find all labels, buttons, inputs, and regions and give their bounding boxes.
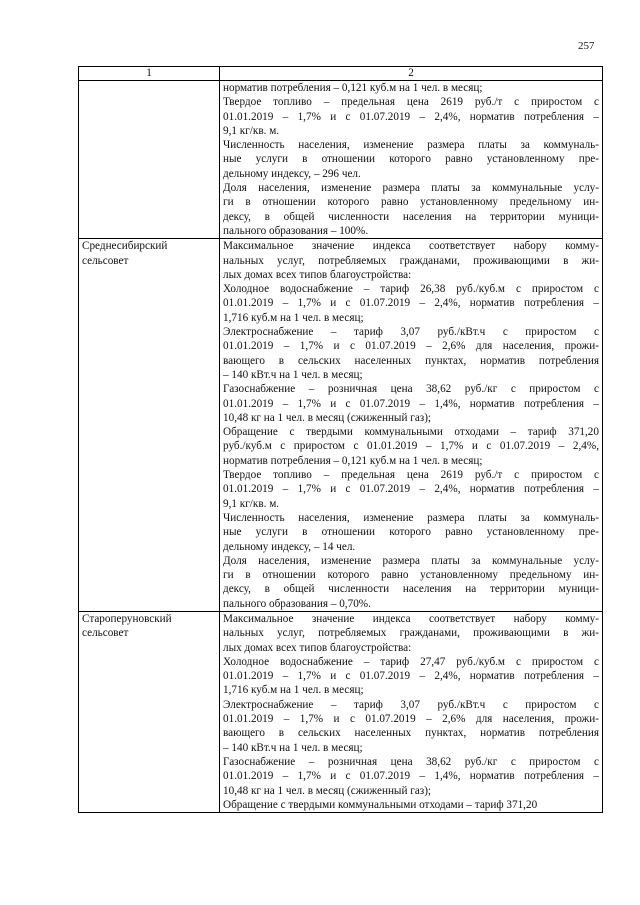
text-line: вающего в сельских населенных пунктах, норматив потребления xyxy=(223,354,599,367)
text-line: нальных услуг, потребляемых гражданами, проживающими в жи- xyxy=(223,254,599,267)
text-line: нальных услуг, потребляемых гражданами, проживающими в жи- xyxy=(223,627,599,640)
description-paragraph xyxy=(223,181,599,238)
page-number: 257 xyxy=(578,40,595,52)
text-line: пального образования – 0,70%. xyxy=(223,597,371,610)
text-line: Максимальное значение индекса соответствует набору комму- xyxy=(223,240,599,253)
municipality-name-line: сельсовет xyxy=(82,627,129,640)
text-line: 01.01.2019 – 1,7% и с 01.07.2019 – 1,4%, норматив потребления – xyxy=(223,397,599,410)
text-line: 01.01.2019 – 1,7% и с 01.07.2019 – 2,6% для населения, прожи- xyxy=(223,340,599,353)
municipality-cell xyxy=(79,81,220,239)
text-line: 1,716 куб.м на 1 чел. в месяц; xyxy=(223,684,364,697)
description-paragraph xyxy=(223,468,599,511)
description-paragraph xyxy=(223,554,599,611)
text-line: ные услуги в отношении которого равно установленному пре- xyxy=(223,526,599,539)
text-line: 01.01.2019 – 1,7% и с 01.07.2019 – 2,4%, норматив потребления – xyxy=(223,110,599,123)
municipality-cell xyxy=(79,611,220,812)
table-row xyxy=(79,239,603,612)
text-line: Твердое топливо – предельная цена 2619 руб./т с приростом с xyxy=(223,96,599,109)
description-paragraph xyxy=(223,655,599,698)
text-line: дексу, в общей численности населения на территории муници- xyxy=(223,210,599,223)
description-paragraph xyxy=(223,95,599,138)
index-description-cell xyxy=(220,239,603,612)
description-paragraph xyxy=(223,798,599,812)
text-line: 1,716 куб.м на 1 чел. в месяц; xyxy=(223,311,364,324)
municipality-name-line: Староперуновский xyxy=(82,612,172,625)
text-line: Холодное водоснабжение – тариф 27,47 руб./куб.м с приростом с xyxy=(223,655,599,668)
description-paragraph xyxy=(223,612,599,655)
text-line: ги в отношении которого равно установленному предельному ин- xyxy=(223,196,599,209)
table-row xyxy=(79,611,603,812)
column-header-1: 1 xyxy=(79,67,220,81)
description-paragraph xyxy=(223,138,599,181)
municipality-name-line: сельсовет xyxy=(82,254,129,267)
text-line: – 140 кВт.ч на 1 чел. в месяц; xyxy=(223,368,363,381)
description-paragraph xyxy=(223,511,599,554)
text-line: Численность населения, изменение размера платы за коммуналь- xyxy=(223,139,599,152)
description-paragraph xyxy=(223,698,599,755)
text-line: Обращение с твердыми коммунальными отходами – тариф 371,20 xyxy=(223,426,599,439)
text-line: Электроснабжение – тариф 3,07 руб./кВт.ч с приростом с xyxy=(223,326,599,339)
text-line: лых домах всех типов благоустройства: xyxy=(223,641,412,654)
text-line: дексу, в общей численности населения на территории муници- xyxy=(223,583,599,596)
text-line: лых домах всех типов благоустройства: xyxy=(223,268,412,281)
table-row xyxy=(79,81,603,239)
text-line: 01.01.2019 – 1,7% и с 01.07.2019 – 2,4%, норматив потребления – xyxy=(223,297,599,310)
text-line: Обращение с твердыми коммунальными отходами – тариф 371,20 xyxy=(223,798,538,811)
text-line: Доля населения, изменение размера платы за коммунальные услу- xyxy=(223,182,599,195)
text-line: вающего в сельских населенных пунктах, норматив потребления xyxy=(223,727,599,740)
description-paragraph xyxy=(223,755,599,798)
text-line: пального образования – 100%. xyxy=(223,224,369,237)
description-paragraph xyxy=(223,325,599,382)
text-line: норматив потребления – 0,121 куб.м на 1 чел. в месяц; xyxy=(223,454,483,467)
text-line: ги в отношении которого равно установленному предельному ин- xyxy=(223,569,599,582)
text-line: Холодное водоснабжение – тариф 26,38 руб./куб.м с приростом с xyxy=(223,283,599,296)
text-line: Численность населения, изменение размера платы за коммуналь- xyxy=(223,511,599,524)
text-line: 01.01.2019 – 1,7% и с 01.07.2019 – 2,4%, норматив потребления – xyxy=(223,670,599,683)
text-line: 9,1 кг/кв. м. xyxy=(223,124,280,137)
text-line: норматив потребления – 0,121 куб.м на 1 чел. в месяц; xyxy=(223,82,483,94)
municipality-cell xyxy=(79,239,220,612)
description-paragraph xyxy=(223,382,599,425)
index-table xyxy=(78,66,603,813)
text-line: 01.01.2019 – 1,7% и с 01.07.2019 – 2,6% для населения, прожи- xyxy=(223,713,599,726)
table-header-row xyxy=(79,67,603,81)
text-line: Газоснабжение – розничная цена 38,62 руб./кг с приростом с xyxy=(223,755,599,768)
text-line: Максимальное значение индекса соответствует набору комму- xyxy=(223,612,599,625)
description-paragraph xyxy=(223,239,599,282)
text-line: – 140 кВт.ч на 1 чел. в месяц; xyxy=(223,741,363,754)
municipality-name-line: Среднесибирский xyxy=(82,240,168,253)
text-line: 10,48 кг на 1 чел. в месяц (сжиженный газ); xyxy=(223,784,432,797)
table-body xyxy=(79,81,603,813)
description-paragraph xyxy=(223,425,599,468)
index-description-cell xyxy=(220,81,603,239)
text-line: руб./куб.м с приростом с 01.01.2019 – 1,7% и с 01.07.2019 – 2,4%, xyxy=(223,440,599,453)
text-line: Электроснабжение – тариф 3,07 руб./кВт.ч с приростом с xyxy=(223,698,599,711)
text-line: 01.01.2019 – 1,7% и с 01.07.2019 – 1,4%, норматив потребления – xyxy=(223,770,599,783)
text-line: дельному индексу, – 14 чел. xyxy=(223,540,356,553)
text-line: Доля населения, изменение размера платы за коммунальные услу- xyxy=(223,554,599,567)
index-description-cell xyxy=(220,611,603,812)
text-line: 9,1 кг/кв. м. xyxy=(223,497,280,510)
text-line: дельному индексу, – 296 чел. xyxy=(223,167,361,180)
text-line: 01.01.2019 – 1,7% и с 01.07.2019 – 2,4%, норматив потребления – xyxy=(223,483,599,496)
text-line: 10,48 кг на 1 чел. в месяц (сжиженный газ); xyxy=(223,411,432,424)
description-paragraph xyxy=(223,282,599,325)
description-paragraph xyxy=(223,81,599,95)
text-line: Газоснабжение – розничная цена 38,62 руб./кг с приростом с xyxy=(223,383,599,396)
column-header-2: 2 xyxy=(220,67,603,81)
text-line: ные услуги в отношении которого равно установленному пре- xyxy=(223,153,599,166)
text-line: Твердое топливо – предельная цена 2619 руб./т с приростом с xyxy=(223,469,599,482)
